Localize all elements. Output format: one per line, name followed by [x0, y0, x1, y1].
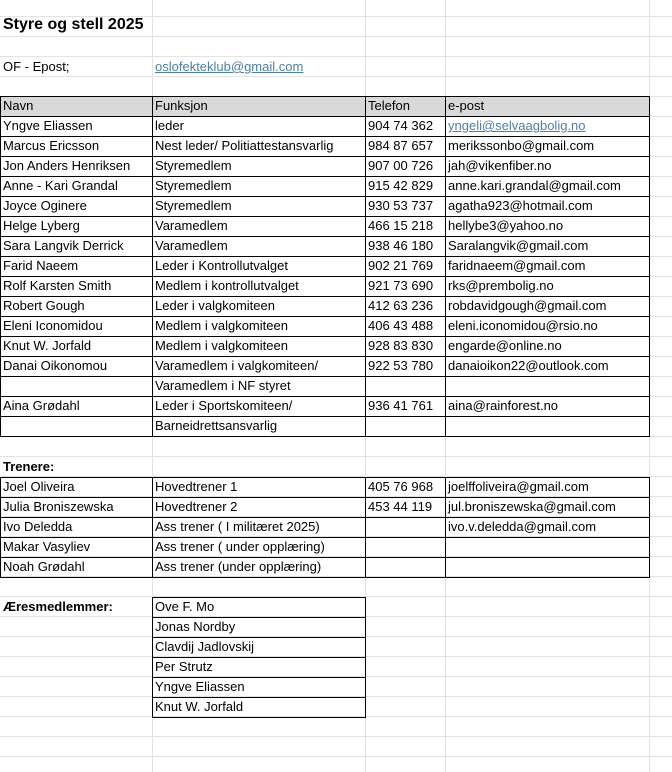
board-cell-border — [365, 136, 446, 157]
board-row-name[interactable]: Sara Langvik Derrick — [3, 238, 124, 253]
page-title[interactable]: Styre og stell 2025 — [3, 16, 144, 33]
board-row-role[interactable]: Barneidrettsansvarlig — [155, 418, 278, 433]
trainer-cell-border — [0, 537, 153, 558]
honorary-label[interactable]: Æresmedlemmer: — [3, 599, 113, 614]
trainer-row-email[interactable]: ivo.v.deledda@gmail.com — [448, 519, 597, 534]
board-cell-border — [0, 296, 153, 317]
board-cell-border — [152, 336, 366, 357]
honorary-member[interactable]: Ove F. Mo — [155, 599, 215, 614]
board-cell-border — [365, 316, 446, 337]
honorary-member[interactable]: Yngve Eliassen — [155, 679, 245, 694]
board-row-role[interactable]: Leder i Sportskomiteen/ — [155, 398, 293, 413]
board-cell-border — [445, 336, 650, 357]
board-cell-border — [365, 216, 446, 237]
board-cell-border — [0, 396, 153, 417]
trainer-cell-border — [0, 517, 153, 538]
board-row-role[interactable]: Styremedlem — [155, 158, 232, 173]
honorary-cell-border — [152, 617, 366, 638]
board-cell-border — [445, 356, 650, 377]
board-row-phone[interactable]: 412 63 236 — [368, 298, 434, 313]
board-cell-border — [152, 196, 366, 217]
board-cell-border — [0, 136, 153, 157]
board-cell-border — [365, 336, 446, 357]
board-row-role[interactable]: Varamedlem — [155, 218, 228, 233]
board-cell-border — [445, 236, 650, 257]
board-cell-border — [0, 376, 153, 397]
board-row-name[interactable]: Aina Grødahl — [3, 398, 80, 413]
board-cell-border — [0, 416, 153, 437]
board-row-email[interactable]: faridnaeem@gmail.com — [448, 258, 586, 273]
board-row-email[interactable]: yngeli@selvaagbolig.no — [448, 118, 586, 133]
board-cell-border — [152, 276, 366, 297]
board-cell-border — [0, 336, 153, 357]
board-row-phone[interactable]: 984 87 657 — [368, 138, 434, 153]
board-row-phone[interactable]: 466 15 218 — [368, 218, 434, 233]
board-cell-border — [445, 196, 650, 217]
board-row-role[interactable]: leder — [155, 118, 184, 133]
trainers-label[interactable]: Trenere: — [3, 459, 55, 474]
board-row-role[interactable]: Medlem i valgkomiteen — [155, 338, 288, 353]
board-cell-border — [0, 276, 153, 297]
trainer-cell-border — [445, 517, 650, 538]
board-cell-border — [445, 256, 650, 277]
board-row-email[interactable]: engarde@online.no — [448, 338, 562, 353]
board-row-phone[interactable]: 922 53 780 — [368, 358, 434, 373]
board-cell-border — [0, 316, 153, 337]
board-cell-border — [365, 176, 446, 197]
board-row-email[interactable]: jah@vikenfiber.no — [448, 158, 552, 173]
board-row-name[interactable]: Joyce Oginere — [3, 198, 87, 213]
trainer-cell-border — [152, 557, 366, 578]
trainer-cell-border — [365, 477, 446, 498]
board-cell-border — [152, 296, 366, 317]
board-row-role[interactable]: Varamedlem i valgkomiteen/ — [155, 358, 319, 373]
trainer-row-name[interactable]: Joel Oliveira — [3, 479, 75, 494]
board-row-phone[interactable]: 904 74 362 — [368, 118, 434, 133]
board-cell-border — [0, 356, 153, 377]
epost-label[interactable]: OF - Epost; — [3, 59, 70, 74]
board-row-phone[interactable]: 938 46 180 — [368, 238, 434, 253]
header-cell-role[interactable]: Funksjon — [155, 98, 208, 113]
honorary-member[interactable]: Clavdij Jadlovskij — [155, 639, 254, 654]
board-row-email[interactable]: robdavidgough@gmail.com — [448, 298, 607, 313]
board-cell-border — [445, 156, 650, 177]
board-cell-border — [365, 356, 446, 377]
board-row-role[interactable]: Leder i Kontrollutvalget — [155, 258, 288, 273]
header-cell-name[interactable]: Navn — [3, 98, 34, 113]
trainer-cell-border — [445, 477, 650, 498]
trainer-row-name[interactable]: Makar Vasyliev — [3, 539, 91, 554]
board-cell-border — [445, 296, 650, 317]
board-row-phone[interactable]: 921 73 690 — [368, 278, 434, 293]
trainer-cell-border — [0, 497, 153, 518]
header-cell-border — [365, 96, 446, 117]
board-row-role[interactable]: Medlem i kontrollutvalget — [155, 278, 299, 293]
trainer-row-email[interactable]: jul.broniszewska@gmail.com — [448, 499, 616, 514]
honorary-cell-border — [152, 637, 366, 658]
board-cell-border — [152, 216, 366, 237]
board-cell-border — [152, 416, 366, 437]
board-row-email[interactable]: eleni.iconomidou@rsio.no — [448, 318, 598, 333]
board-cell-border — [0, 236, 153, 257]
board-row-phone[interactable]: 907 00 726 — [368, 158, 434, 173]
board-cell-border — [152, 356, 366, 377]
honorary-member[interactable]: Jonas Nordby — [155, 619, 236, 634]
trainer-cell-border — [365, 537, 446, 558]
board-row-name[interactable]: Danai Oikonomou — [3, 358, 108, 373]
board-cell-border — [152, 116, 366, 137]
board-cell-border — [0, 196, 153, 217]
board-cell-border — [365, 396, 446, 417]
board-cell-border — [152, 176, 366, 197]
trainer-cell-border — [152, 477, 366, 498]
board-row-name[interactable]: Eleni Iconomidou — [3, 318, 103, 333]
board-row-email[interactable]: agatha923@hotmail.com — [448, 198, 593, 213]
board-row-role[interactable]: Nest leder/ Politiattestansvarlig — [155, 138, 334, 153]
board-row-name[interactable]: Knut W. Jorfald — [3, 338, 92, 353]
board-row-phone[interactable]: 930 53 737 — [368, 198, 434, 213]
board-row-email[interactable]: merikssonbo@gmail.com — [448, 138, 595, 153]
board-row-phone[interactable]: 936 41 761 — [368, 398, 434, 413]
board-cell-border — [0, 176, 153, 197]
board-row-name[interactable]: Farid Naeem — [3, 258, 79, 273]
board-cell-border — [445, 176, 650, 197]
trainer-row-phone[interactable]: 453 44 119 — [368, 499, 433, 514]
honorary-cell-border — [152, 657, 366, 678]
board-cell-border — [445, 416, 650, 437]
honorary-cell-border — [152, 597, 366, 618]
board-row-phone[interactable]: 915 42 829 — [368, 178, 434, 193]
board-cell-border — [445, 396, 650, 417]
board-cell-border — [0, 156, 153, 177]
trainer-row-name[interactable]: Julia Broniszewska — [3, 499, 114, 514]
honorary-member[interactable]: Knut W. Jorfald — [155, 699, 244, 714]
board-cell-border — [152, 136, 366, 157]
board-row-phone[interactable]: 406 43 488 — [368, 318, 434, 333]
board-row-email[interactable]: Saralangvik@gmail.com — [448, 238, 589, 253]
board-cell-border — [365, 256, 446, 277]
board-row-role[interactable]: Leder i valgkomiteen — [155, 298, 275, 313]
trainer-row-name[interactable]: Ivo Deledda — [3, 519, 73, 534]
board-cell-border — [152, 396, 366, 417]
board-cell-border — [445, 276, 650, 297]
board-cell-border — [365, 236, 446, 257]
board-cell-border — [365, 196, 446, 217]
board-row-role[interactable]: Styremedlem — [155, 198, 232, 213]
board-row-name[interactable]: Rolf Karsten Smith — [3, 278, 112, 293]
trainer-row-role[interactable]: Hovedtrener 2 — [155, 499, 238, 514]
header-cell-border — [0, 96, 153, 117]
header-cell-email[interactable]: e-post — [448, 98, 485, 113]
board-cell-border — [445, 216, 650, 237]
board-row-email[interactable]: rks@prembolig.no — [448, 278, 554, 293]
board-row-email[interactable]: aina@rainforest.no — [448, 398, 559, 413]
trainer-row-email[interactable]: joelffoliveira@gmail.com — [448, 479, 589, 494]
board-row-name[interactable]: Robert Gough — [3, 298, 85, 313]
trainer-cell-border — [0, 557, 153, 578]
board-cell-border — [0, 116, 153, 137]
board-row-name[interactable]: Marcus Ericsson — [3, 138, 100, 153]
trainer-cell-border — [445, 537, 650, 558]
honorary-cell-border — [152, 697, 366, 718]
board-cell-border — [152, 256, 366, 277]
board-cell-border — [152, 156, 366, 177]
board-row-name[interactable]: Anne - Kari Grandal — [3, 178, 118, 193]
trainer-cell-border — [365, 517, 446, 538]
board-cell-border — [0, 256, 153, 277]
board-cell-border — [365, 416, 446, 437]
trainer-cell-border — [365, 557, 446, 578]
board-row-name[interactable]: Helge Lyberg — [3, 218, 80, 233]
trainer-row-role[interactable]: Ass trener ( I militæret 2025) — [155, 519, 320, 534]
board-cell-border — [365, 296, 446, 317]
trainer-row-role[interactable]: Hovedtrener 1 — [155, 479, 238, 494]
board-cell-border — [445, 136, 650, 157]
honorary-member[interactable]: Per Strutz — [155, 659, 213, 674]
header-cell-border — [152, 96, 366, 117]
board-cell-border — [152, 316, 366, 337]
trainer-cell-border — [445, 497, 650, 518]
trainer-row-role[interactable]: Ass trener (under opplæring) — [155, 559, 322, 574]
trainer-cell-border — [365, 497, 446, 518]
board-row-email[interactable]: anne.kari.grandal@gmail.com — [448, 178, 621, 193]
board-row-phone[interactable]: 902 21 769 — [368, 258, 434, 273]
board-cell-border — [445, 116, 650, 137]
board-row-name[interactable]: Yngve Eliassen — [3, 118, 93, 133]
board-row-role[interactable]: Varamedlem i NF styret — [155, 378, 291, 393]
board-cell-border — [365, 116, 446, 137]
trainer-row-name[interactable]: Noah Grødahl — [3, 559, 85, 574]
header-cell-phone[interactable]: Telefon — [368, 98, 410, 113]
board-cell-border — [365, 376, 446, 397]
board-cell-border — [0, 216, 153, 237]
trainer-cell-border — [152, 497, 366, 518]
board-cell-border — [152, 376, 366, 397]
honorary-cell-border — [152, 677, 366, 698]
trainer-cell-border — [0, 477, 153, 498]
board-row-role[interactable]: Medlem i valgkomiteen — [155, 318, 288, 333]
trainer-cell-border — [445, 557, 650, 578]
board-row-role[interactable]: Styremedlem — [155, 178, 232, 193]
board-row-email[interactable]: hellybe3@yahoo.no — [448, 218, 564, 233]
trainer-row-phone[interactable]: 405 76 968 — [368, 479, 434, 494]
board-row-name[interactable]: Jon Anders Henriksen — [3, 158, 131, 173]
board-row-email[interactable]: danaioikon22@outlook.com — [448, 358, 609, 373]
board-cell-border — [365, 276, 446, 297]
header-cell-border — [445, 96, 650, 117]
epost-link[interactable]: oslofekteklub@gmail.com — [155, 59, 304, 74]
trainer-cell-border — [152, 537, 366, 558]
board-cell-border — [445, 316, 650, 337]
trainer-cell-border — [152, 517, 366, 538]
board-row-role[interactable]: Varamedlem — [155, 238, 228, 253]
board-cell-border — [152, 236, 366, 257]
board-cell-border — [365, 156, 446, 177]
board-cell-border — [445, 376, 650, 397]
board-row-phone[interactable]: 928 83 830 — [368, 338, 434, 353]
trainer-row-role[interactable]: Ass trener ( under opplæring) — [155, 539, 325, 554]
